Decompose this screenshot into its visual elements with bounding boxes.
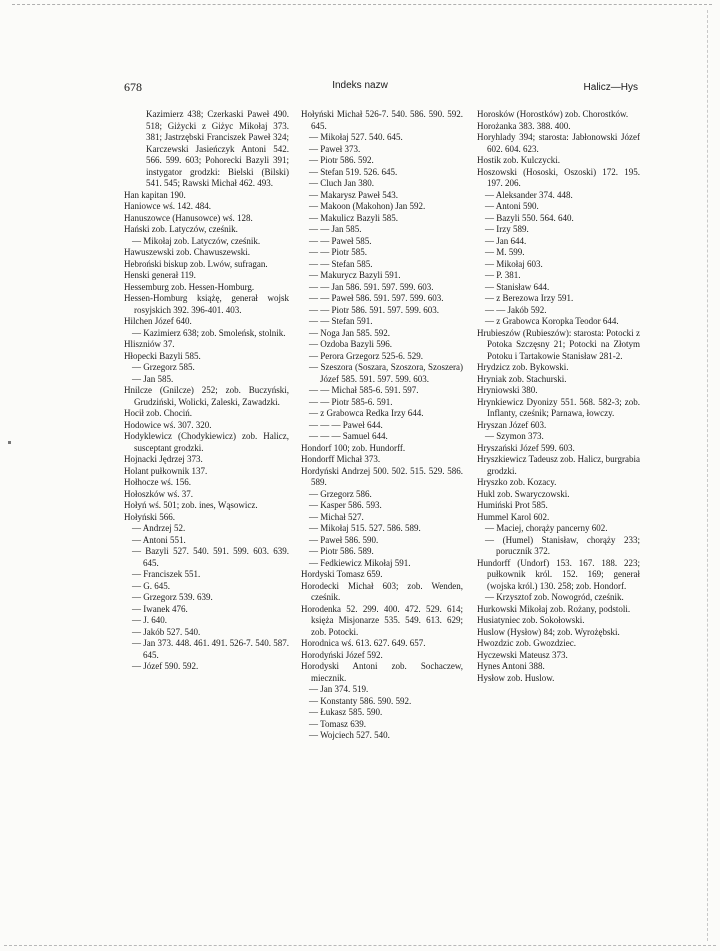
index-entry: Hoszowski (Hososki, Oszoski) 172. 195. 197. 206. [477,166,640,188]
running-title: Indeks nazw [332,80,388,91]
index-entry: Horyhlady 394; starosta: Jabłonowski Józef 602. 604. 623. [477,132,640,154]
index-subentry: — Józef 590. 592. [132,661,199,671]
index-subentry: — z Grabowca Koropka Teodor 644. [485,316,619,326]
index-subentry: — Jakób 527. 540. [132,626,201,637]
scan-edge-top [12,4,712,5]
index-entry: Hostik zob. Kulczycki. [477,155,560,165]
index-subentry: — Konstanty 586. 590. 592. [309,695,412,706]
index-entry: Hodowice wś. 307. 320. [124,419,212,430]
index-subentry: — Kazimierz 638; zob. Smoleńsk, stolnik. [132,327,286,338]
index-subentry: — Grzegorz 585. [132,362,195,372]
index-subentry: — Fedkiewicz Mikołaj 591. [309,557,411,568]
index-entry: Husiatyniec zob. Sokołowski. [477,615,585,625]
index-subentry: — Kasper 586. 593. [309,500,382,510]
index-entry: Hummel Karol 602. [477,511,550,522]
index-subentry: — Iwanek 476. [132,603,188,614]
index-subentry: — z Grabowca Redka Irzy 644. [309,408,424,418]
index-entry: Hondorff Michał 373. [301,454,381,464]
index-entry: Hołyński Michał 526-7. 540. 586. 590. 592. 645. [301,109,463,131]
index-subentry: — Ozdoba Bazyli 596. [309,339,392,349]
index-subentry: — P. 381. [485,270,521,280]
index-subentry: — Makurycz Bazyli 591. [309,270,401,280]
index-subentry: — G. 645. [132,580,170,591]
index-subentry: — Grzegorz 539. 639. [132,592,213,602]
index-entry: Hrydzicz zob. Bykowski. [477,362,569,372]
index-subentry: — — Paweł 586. 591. 597. 599. 603. [309,293,444,303]
scan-mark [8,441,11,444]
index-subentry: — Łukasz 585. 590. [309,707,383,717]
index-subentry: — — Jan 586. 591. 597. 599. 603. [309,281,434,292]
index-entry: Horodecki Michał 603; zob. Wenden, cześnik. [301,580,463,602]
index-entry: Hnilcze (Gnilcze) 252; zob. Buczyński, Grudziński, Wolicki, Zaleski, Zawadzki. [124,385,289,407]
index-subentry: — J. 640. [132,615,168,625]
index-entry: Han kapitan 190. [124,189,186,200]
index-subentry: — Stefan 519. 526. 645. [309,166,398,177]
index-entry: Hwozdzic zob. Gwozdziec. [477,638,576,648]
index-entry: Horodnica wś. 613. 627. 649. 657. [301,638,426,648]
index-subentry: — — Paweł 585. [309,235,372,246]
index-subentry: — M. 599. [485,247,525,257]
index-subentry: — — — Samuel 644. [309,431,388,441]
index-entry: Huslow (Hysłow) 84; zob. Wyrożębski. [477,626,620,637]
index-subentry: — Piotr 586. 592. [309,155,374,165]
index-entry: Hryszkiewicz Tadeusz zob. Halicz, burgrabia grodzki. [477,454,640,476]
index-entry: Hessemburg zob. Hessen-Homburg. [124,281,255,292]
index-subentry: — Mikołaj 515. 527. 586. 589. [309,523,421,533]
index-subentry: — Szymon 373. [485,431,544,441]
index-subentry: — — Piotr 585-6. 591. [309,396,393,407]
index-entry: Hłopecki Bazyli 585. [124,350,201,361]
index-range: Halicz—Hys [583,82,638,93]
index-entry: Hordyński Andrzej 500. 502. 515. 529. 586. 589. [301,465,463,487]
index-entry: Horodyski Antoni zob. Sochaczew, miecznik. [301,661,463,683]
index-entry: Hilchen Józef 640. [124,316,192,326]
index-entry: Horożanka 383. 388. 400. [477,120,571,131]
index-subentry: — Wojciech 527. 540. [309,730,390,740]
index-entry: Hordyski Tomasz 659. [301,569,383,579]
index-entry: Hessen-Homburg książę, generał wojsk rosyjskich 392. 396-401. 403. [124,293,289,315]
index-entry: Hrynkiewicz Dyonizy 551. 568. 582-3; zob. Inflanty, cześnik; Parnawa, łowczy. [477,396,640,418]
index-entry: Horodenka 52. 299. 400. 472. 529. 614; księża Misjonarze 535. 549. 613. 629; zob. Potocki. [301,603,463,637]
index-subentry: — Piotr 586. 589. [309,546,374,556]
index-entry: Hondorf 100; zob. Hundorff. [301,442,406,453]
index-entry: Hołyń wś. 501; zob. ines, Wąsowicz. [124,500,258,510]
index-subentry: — Stanisław 644. [485,281,550,292]
index-entry: Hołyński 566. [124,511,176,522]
index-subentry: — Paweł 586. 590. [309,534,379,545]
page-number: 678 [124,80,142,94]
index-subentry: — — Piotr 586. 591. 597. 599. 603. [309,304,440,315]
index-entry: Haniowce wś. 142. 484. [124,201,211,211]
index-subentry: — — Stefan 591. [309,316,373,326]
index-subentry: — Makarysz Paweł 543. [309,189,398,200]
index-subentry: — — Jakób 592. [485,304,547,315]
index-subentry: — (Humel) Stanisław, chorąży 233; poruczník 372. [485,534,640,556]
index-entry: Hodyklewicz (Chodykiewicz) zob. Halicz, susceptant grodzki. [124,431,289,453]
index-subentry: — Mikołaj 527. 540. 645. [309,132,403,142]
index-entry: Hryszański Józef 599. 603. [477,442,575,453]
index-entry: Hryniowski 380. [477,385,538,395]
index-entry: Hebroński biskup zob. Lwów, sufragan. [124,258,268,269]
index-subentry: — Makoon (Makohon) Jan 592. [309,201,426,211]
index-entry: Hojnacki Jędrzej 373. [124,454,203,464]
index-entry: Hryniak zob. Stachurski. [477,373,567,384]
index-entry: Hryszan Józef 603. [477,419,547,430]
index-entry: Hryszko zob. Kozacy. [477,477,557,487]
index-entry: Hyczewski Mateusz 373. [477,649,568,660]
index-subentry: — Jan 585. [132,373,174,384]
index-subentry: — Mikołaj zob. Latyczów, cześnik. [132,235,261,246]
index-subentry: — Mikołaj 603. [485,258,543,269]
index-entry: Humiński Prot 585. [477,500,548,510]
index-column-1 [124,109,289,673]
index-entry: Hawuszewski zob. Chawuszewski. [124,247,250,257]
index-entry: Hysłow zob. Huslow. [477,672,555,683]
index-subentry: — z Berezowa Irzy 591. [485,293,574,303]
index-entry: Hołoszków wś. 37. [124,488,193,499]
index-subentry: — Franciszek 551. [132,569,201,579]
index-entry: Hołhocze wś. 156. [124,477,191,487]
scan-edge-right [707,10,708,941]
index-subentry: — — Piotr 585. [309,247,368,257]
index-entry: Horosków (Horostków) zob. Chorostków. [477,109,629,119]
index-subentry: — Aleksander 374. 448. [485,189,573,200]
index-subentry: — Michał 527. [309,511,364,522]
index-subentry: — Irzy 589. [485,224,529,234]
index-subentry: — Paweł 373. [309,143,361,154]
index-subentry: — Maciej, chorąży pancerny 602. [485,523,608,533]
index-subentry: — Cluch Jan 380. [309,178,374,188]
index-subentry: — Jan 374. 519. [309,684,369,694]
index-subentry: — — Stefan 585. [309,258,373,269]
index-entry: Hański zob. Latyczów, cześnik. [124,224,238,234]
index-subentry: — Antoni 551. [132,534,186,545]
index-subentry: — Antoni 590. [485,201,539,211]
index-entry: Hliszniów 37. [124,339,175,349]
index-column-3 [477,109,640,684]
index-column-2 [301,109,463,742]
scan-edge-bottom [4,945,716,946]
index-entry: Hundorff (Undorf) 153. 167. 188. 223; pułkownik król. 152. 169; generał (wojska król.) 130. 258; zob. Hondorf. [477,557,640,591]
index-subentry: — Perora Grzegorz 525-6. 529. [309,350,423,361]
index-subentry: — — Michał 585-6. 591. 597. [309,385,419,395]
index-subentry: — Krzysztof zob. Nowogród, cześnik. [485,592,624,602]
index-entry: Hrubieszów (Rubieszów): starosta: Potocki z Potoka Szczęsny 21; Potocki na Złotym Potoku i Tartakowie Stanisław 281-2. [477,327,640,361]
index-subentry: — — — Paweł 644. [309,419,383,430]
index-entry: Hocił zob. Chociń. [124,408,192,418]
index-subentry: — Andrzej 52. [132,523,186,533]
index-subentry: — Jan 644. [485,235,527,246]
index-subentry: — Noga Jan 585. 592. [309,327,390,338]
index-entry: Hurkowski Mikołaj zob. Rożany, podstoli. [477,603,631,614]
index-subentry: — Makulicz Bazyli 585. [309,212,398,223]
index-entry: Henski generał 119. [124,270,196,280]
index-entry: Hanuszowce (Hanusowce) wś. 128. [124,212,253,223]
index-entry: Kazimierz 438; Czerkaski Paweł 490. 518; Giżycki z Giżyc Mikołaj 373. 381; Jastrzębski Franciszek Paweł 324; Karczewski Jasieńczyk Antoni 542. 566. 599. 603; Pohorecki Bazyli 391; instygator grodzki: Bielski (Bilski) 541. 545; Rawski Michał 462. 493. [146,109,289,188]
index-subentry: — Bazyli 527. 540. 591. 599. 603. 639. 645. [132,546,289,568]
index-entry: Holant pułkownik 137. [124,465,208,476]
index-subentry: — Tomasz 639. [309,718,366,729]
index-subentry: — Szeszora (Soszara, Szoszora, Szoszera) Józef 585. 591. 597. 599. 603. [309,362,463,384]
index-subentry: — Jan 373. 448. 461. 491. 526-7. 540. 587. 645. [132,638,289,660]
index-entry: Hynes Antoni 388. [477,661,545,671]
index-subentry: — Grzegorz 586. [309,488,372,499]
index-entry: Horodyński Józef 592. [301,649,383,660]
index-entry: Hukl zob. Swaryczowski. [477,488,570,499]
index-subentry: — Bazyli 550. 564. 640. [485,212,574,223]
index-subentry: — — Jan 585. [309,224,362,234]
